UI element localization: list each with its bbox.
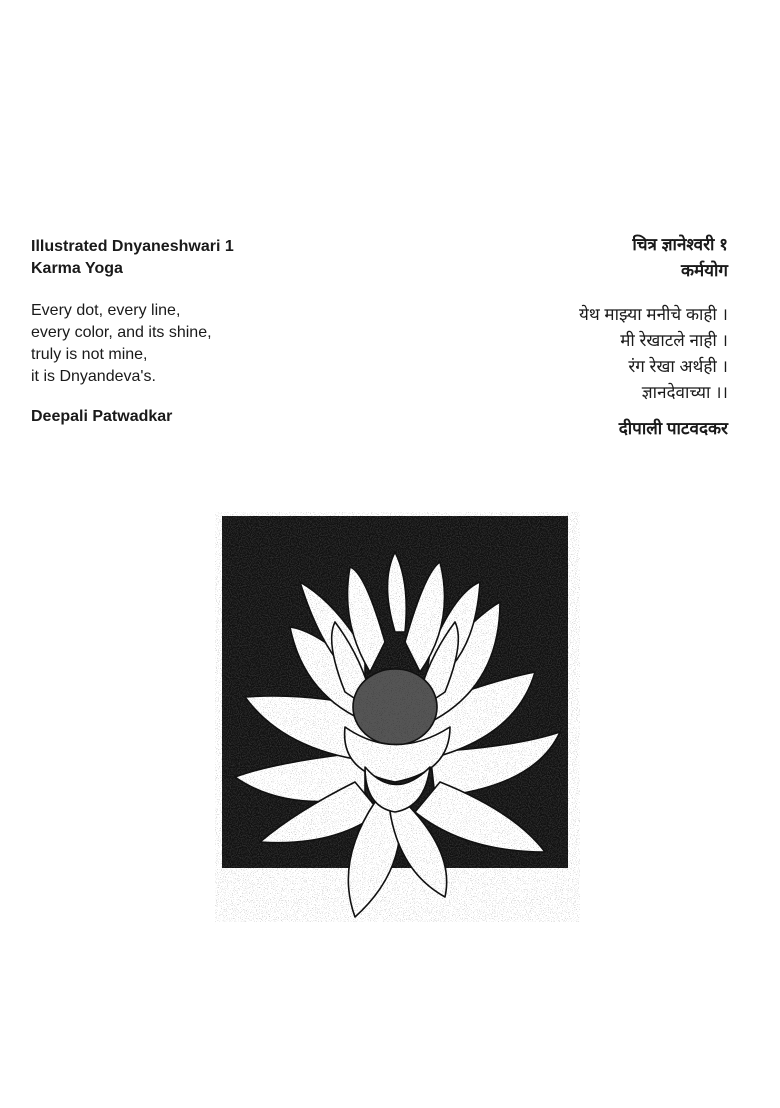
marathi-poem-line: ज्ञानदेवाच्या ।।	[641, 383, 728, 402]
marathi-poem-line: रंग रेखा अर्थही ।	[628, 357, 728, 376]
english-author: Deepali Patwadkar	[31, 408, 173, 425]
english-poem-line: truly is not mine,	[31, 346, 148, 363]
marathi-poem-line: मी रेखाटले नाही ।	[620, 331, 728, 350]
marathi-title: चित्र ज्ञानेश्वरी १	[632, 235, 728, 254]
english-poem-line: every color, and its shine,	[31, 324, 212, 341]
marathi-subtitle: कर्मयोग	[680, 261, 728, 280]
english-poem-line: it is Dnyandeva's.	[31, 368, 156, 385]
english-title: Illustrated Dnyaneshwari 1	[31, 238, 234, 255]
english-text-block	[31, 236, 234, 428]
english-subtitle: Karma Yoga	[31, 260, 123, 277]
marathi-text-block	[579, 232, 728, 442]
english-poem-line: Every dot, every line,	[31, 302, 181, 319]
marathi-author: दीपाली पाटवदकर	[618, 419, 728, 438]
lotus-illustration	[215, 512, 580, 922]
marathi-poem-line: येथ माझ्या मनीचे काही ।	[578, 305, 728, 324]
